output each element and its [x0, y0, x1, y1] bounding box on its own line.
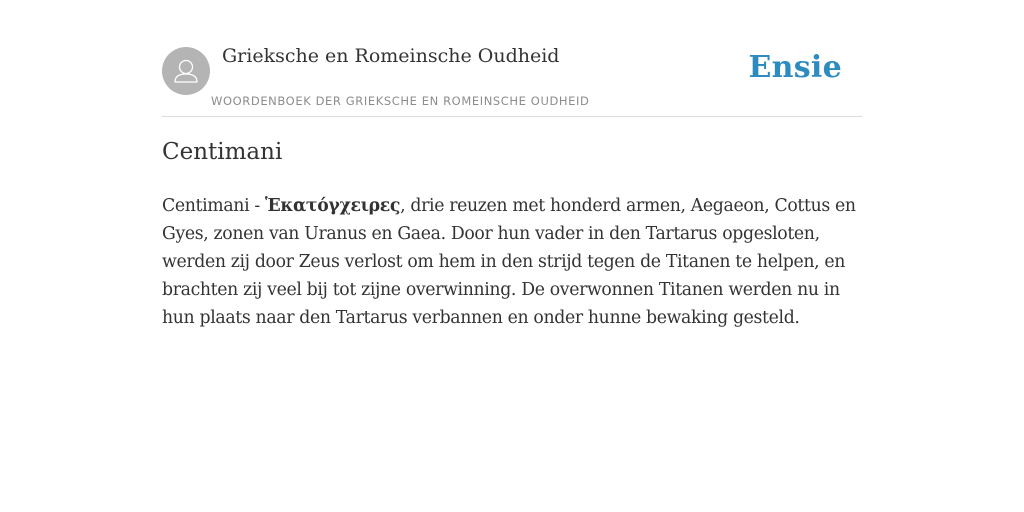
greek-term: Ἑκατόγχειρες: [265, 196, 401, 216]
source-title-link[interactable]: Grieksche en Romeinsche Oudheid: [222, 45, 560, 67]
avatar[interactable]: [162, 47, 210, 95]
user-silhouette-icon: [162, 47, 210, 95]
page-header: [162, 0, 862, 117]
source-subtitle: WOORDENBOEK DER GRIEKSCHE EN ROMEINSCHE OUDHEID: [211, 94, 590, 108]
page-container: [162, 0, 862, 328]
entry-body: [162, 192, 862, 332]
entry-body-prefix: Centimani -: [162, 196, 266, 216]
entry-title: Centimani: [162, 139, 283, 165]
entry-body-text: , drie reuzen met honderd armen, Aegaeon, Cottus en Gyes, zonen van Uranus en Gaea. Door hun vader in den Tartarus opgesloten, werden zij door Zeus verlost om hem in den strijd tegen de Titanen te helpen, en brachten zij veel bij tot zijne overwinning. De overwonnen Titanen werden nu in hun plaats naar den Tartarus verbannen en onder hunne bewaking gesteld.: [162, 196, 856, 328]
ensie-logo[interactable]: Ensie: [748, 50, 842, 85]
